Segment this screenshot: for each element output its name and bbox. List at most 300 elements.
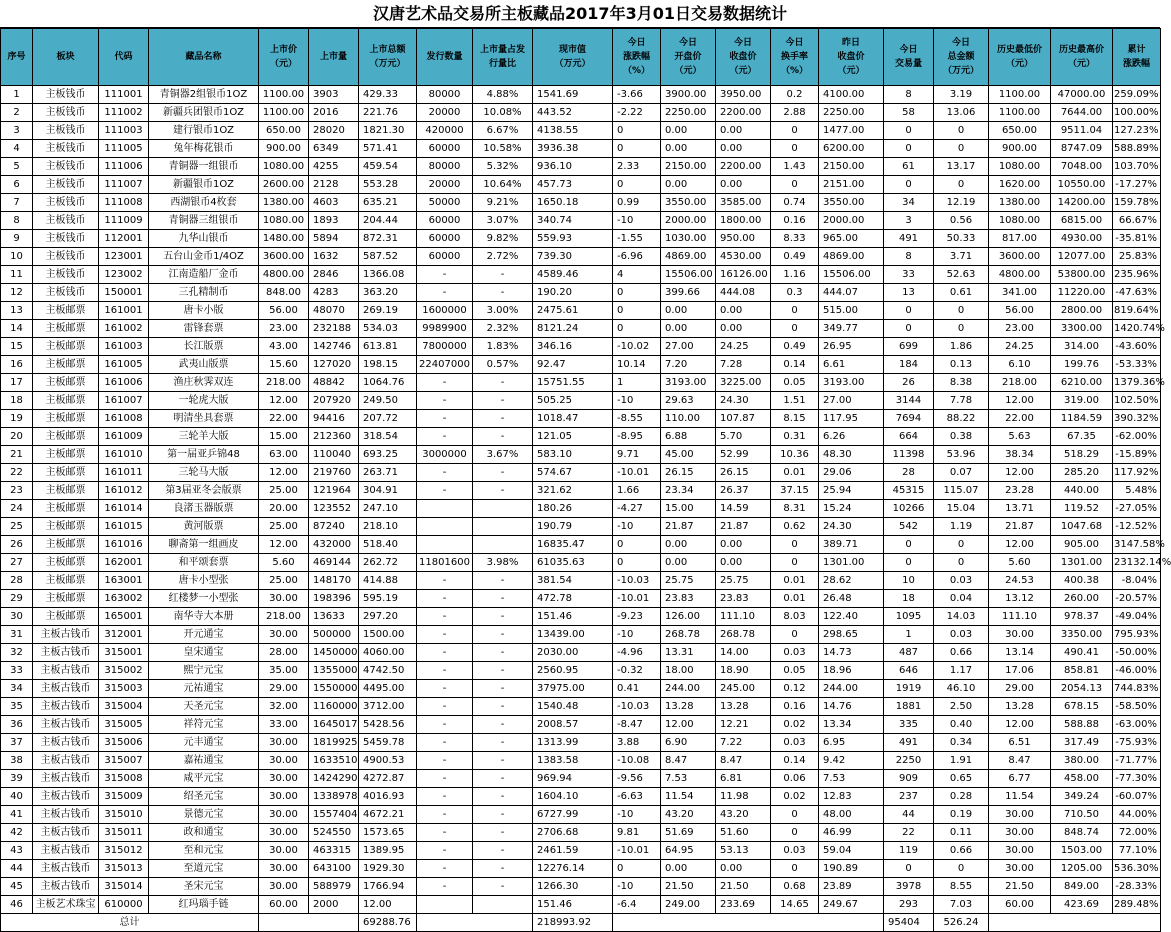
table-cell: 主板邮票 — [33, 482, 99, 500]
table-cell: 41 — [1, 806, 33, 824]
page-title: 汉唐艺术品交易所主板藏品2017年3月01日交易数据统计 — [0, 0, 1160, 28]
table-cell: 12.21 — [716, 716, 771, 734]
table-cell: 46 — [1, 896, 33, 914]
table-cell: 8 — [1, 212, 33, 230]
table-cell: 319.00 — [1051, 392, 1113, 410]
table-cell — [417, 896, 473, 914]
table-cell: 94416 — [309, 410, 359, 428]
table-cell: 7.20 — [661, 356, 716, 374]
table-cell: 25.00 — [259, 572, 309, 590]
table-cell: 30.00 — [989, 860, 1051, 878]
table-cell: 1573.65 — [359, 824, 417, 842]
table-cell: 1080.00 — [989, 158, 1051, 176]
table-cell: 26.48 — [819, 590, 884, 608]
table-cell: 1650.18 — [533, 194, 613, 212]
table-cell: 绍圣元宝 — [149, 788, 259, 806]
table-cell: 12.00 — [989, 716, 1051, 734]
table-cell: 67.35 — [1051, 428, 1113, 446]
table-cell: 1.91 — [934, 752, 989, 770]
table-cell: 15 — [1, 338, 33, 356]
table-cell: 主板古钱币 — [33, 680, 99, 698]
table-cell: 1100.00 — [989, 86, 1051, 104]
table-cell: 3193.00 — [661, 374, 716, 392]
table-cell: 45 — [1, 878, 33, 896]
table-cell: 10266 — [884, 500, 934, 518]
table-cell: 11.54 — [989, 788, 1051, 806]
table-cell: 0.49 — [771, 248, 819, 266]
table-cell: -10 — [613, 212, 661, 230]
table-cell: 主板古钱币 — [33, 698, 99, 716]
table-cell: 111007 — [99, 176, 149, 194]
table-cell: 180.26 — [533, 500, 613, 518]
table-cell: -9.23 — [613, 608, 661, 626]
table-cell: 2150.00 — [819, 158, 884, 176]
table-cell: 161015 — [99, 518, 149, 536]
table-cell: 0 — [934, 536, 989, 554]
table-cell: 518.40 — [359, 536, 417, 554]
table-cell: - — [473, 734, 533, 752]
table-cell: 0.00 — [661, 122, 716, 140]
table-cell: 主板古钱币 — [33, 716, 99, 734]
table-cell: 111005 — [99, 140, 149, 158]
table-cell: 1047.68 — [1051, 518, 1113, 536]
table-cell: 123002 — [99, 266, 149, 284]
total-amount: 526.24 — [934, 914, 989, 932]
table-cell: 主板钱币 — [33, 140, 99, 158]
table-cell: 青铜器2组银币1OZ — [149, 86, 259, 104]
table-cell: 3 — [1, 122, 33, 140]
table-cell: 21.50 — [716, 878, 771, 896]
table-cell: 28020 — [309, 122, 359, 140]
table-cell: -1.55 — [613, 230, 661, 248]
table-cell: 268.78 — [661, 626, 716, 644]
table-cell: 新疆银币1OZ — [149, 176, 259, 194]
table-cell: 9 — [1, 230, 33, 248]
table-cell: 444.07 — [819, 284, 884, 302]
table-cell: 420000 — [417, 122, 473, 140]
table-cell: 0 — [613, 122, 661, 140]
table-cell: 161002 — [99, 320, 149, 338]
table-cell: 46.99 — [819, 824, 884, 842]
table-cell: 553.28 — [359, 176, 417, 194]
table-cell: 3550.00 — [819, 194, 884, 212]
table-cell: 1477.00 — [819, 122, 884, 140]
table-cell: 0.00 — [661, 302, 716, 320]
table-cell: 46.10 — [934, 680, 989, 698]
table-cell: 249.50 — [359, 392, 417, 410]
table-cell: 0 — [884, 176, 934, 194]
table-cell: 58 — [884, 104, 934, 122]
table-cell: 主板邮票 — [33, 302, 99, 320]
table-cell: 218.00 — [989, 374, 1051, 392]
table-cell: 244.00 — [661, 680, 716, 698]
table-cell: 111002 — [99, 104, 149, 122]
table-cell: 233.69 — [716, 896, 771, 914]
column-header: 今日 换手率 （%） — [771, 29, 819, 86]
table-cell: 212360 — [309, 428, 359, 446]
table-cell: 142746 — [309, 338, 359, 356]
table-cell: -2.22 — [613, 104, 661, 122]
table-cell: 4060.00 — [359, 644, 417, 662]
table-cell: 414.88 — [359, 572, 417, 590]
table-cell: 15.04 — [934, 500, 989, 518]
table-cell: 260.00 — [1051, 590, 1113, 608]
table-cell: 1633510 — [309, 752, 359, 770]
table-cell: 218.00 — [259, 374, 309, 392]
table-cell: 26.37 — [716, 482, 771, 500]
table-cell: 1645017 — [309, 716, 359, 734]
table-cell: 27.00 — [819, 392, 884, 410]
table-cell: 335 — [884, 716, 934, 734]
table-cell: 21.87 — [661, 518, 716, 536]
table-cell: 59.04 — [819, 842, 884, 860]
table-cell: 0.49 — [771, 338, 819, 356]
table-cell: 349.77 — [819, 320, 884, 338]
table-cell: 28 — [1, 572, 33, 590]
table-cell: 48.30 — [819, 446, 884, 464]
table-cell: 12077.00 — [1051, 248, 1113, 266]
table-cell: 1095 — [884, 608, 934, 626]
table-cell: 381.54 — [533, 572, 613, 590]
table-cell: - — [473, 806, 533, 824]
column-header: 藏品名称 — [149, 29, 259, 86]
table-cell: 0.00 — [716, 536, 771, 554]
table-cell: 3144 — [884, 392, 934, 410]
table-cell: 8.03 — [771, 608, 819, 626]
table-cell: 1100.00 — [259, 104, 309, 122]
table-cell: -15.89% — [1113, 446, 1161, 464]
table-cell: 1919 — [884, 680, 934, 698]
table-cell: 6815.00 — [1051, 212, 1113, 230]
table-cell: 0.00 — [661, 176, 716, 194]
table-cell: 4930.00 — [1051, 230, 1113, 248]
table-cell: 主板古钱币 — [33, 788, 99, 806]
table-cell: 56.00 — [259, 302, 309, 320]
table-cell: 3300.00 — [1051, 320, 1113, 338]
table-cell: - — [417, 716, 473, 734]
table-cell: 0.05 — [771, 374, 819, 392]
table-cell: 4016.93 — [359, 788, 417, 806]
table-cell: 33 — [884, 266, 934, 284]
table-cell: 43.20 — [661, 806, 716, 824]
table-cell: 389.71 — [819, 536, 884, 554]
table-cell: 38 — [1, 752, 33, 770]
table-cell: 161007 — [99, 392, 149, 410]
table-cell: 5459.78 — [359, 734, 417, 752]
table-cell: 150001 — [99, 284, 149, 302]
table-cell: 祥符元宝 — [149, 716, 259, 734]
table-cell: 247.10 — [359, 500, 417, 518]
table-cell: 0.07 — [934, 464, 989, 482]
table-cell: 1064.76 — [359, 374, 417, 392]
table-cell: 主板古钱币 — [33, 842, 99, 860]
table-cell: -35.81% — [1113, 230, 1161, 248]
table-cell: 2 — [1, 104, 33, 122]
table-cell: 51.60 — [716, 824, 771, 842]
table-cell: 3936.38 — [533, 140, 613, 158]
table-cell: 0.02 — [771, 788, 819, 806]
table-cell: 0 — [613, 176, 661, 194]
table-row — [1, 716, 1161, 734]
table-cell: 1821.30 — [359, 122, 417, 140]
table-cell: 29 — [1, 590, 33, 608]
table-cell: 24.30 — [819, 518, 884, 536]
table-row — [1, 752, 1161, 770]
table-cell: 5428.56 — [359, 716, 417, 734]
table-cell: 2.33 — [613, 158, 661, 176]
table-cell: 472.78 — [533, 590, 613, 608]
table-cell: 6.61 — [819, 356, 884, 374]
table-cell: 19 — [1, 410, 33, 428]
table-cell: 30.00 — [259, 770, 309, 788]
table-cell: 2151.00 — [819, 176, 884, 194]
table-cell: 13.31 — [661, 644, 716, 662]
table-cell: 3.19 — [934, 86, 989, 104]
table-cell: - — [473, 392, 533, 410]
table-cell: 8.55 — [934, 878, 989, 896]
table-cell: 11801600 — [417, 554, 473, 572]
table-cell: - — [473, 842, 533, 860]
table-cell: 30.00 — [989, 824, 1051, 842]
table-cell: 1.43 — [771, 158, 819, 176]
table-cell: 三孔精制币 — [149, 284, 259, 302]
table-cell: 0.61 — [934, 284, 989, 302]
table-cell: 380.00 — [1051, 752, 1113, 770]
table-cell: 0.56 — [934, 212, 989, 230]
table-cell: 111003 — [99, 122, 149, 140]
table-cell: -58.50% — [1113, 698, 1161, 716]
table-cell: 2.88 — [771, 104, 819, 122]
table-cell: 936.10 — [533, 158, 613, 176]
table-cell: 315014 — [99, 878, 149, 896]
table-cell: 8.38 — [934, 374, 989, 392]
table-cell: 643100 — [309, 860, 359, 878]
table-cell: 1.86 — [934, 338, 989, 356]
table-cell: 4283 — [309, 284, 359, 302]
table-cell: 0 — [934, 302, 989, 320]
table-cell: 25.94 — [819, 482, 884, 500]
table-cell: 588979 — [309, 878, 359, 896]
table-cell: 0.14 — [771, 752, 819, 770]
table-cell: 574.67 — [533, 464, 613, 482]
table-cell: 429.33 — [359, 86, 417, 104]
table-cell: 武夷山版票 — [149, 356, 259, 374]
table-cell: 1620.00 — [989, 176, 1051, 194]
table-cell: 0.00 — [716, 320, 771, 338]
table-cell: 黄河版票 — [149, 518, 259, 536]
column-header: 上市价 （元） — [259, 29, 309, 86]
table-cell: 25.83% — [1113, 248, 1161, 266]
table-cell: - — [473, 770, 533, 788]
table-cell: 24.25 — [716, 338, 771, 356]
table-cell: 43.20 — [716, 806, 771, 824]
table-row — [1, 374, 1161, 392]
table-cell: 0.31 — [771, 428, 819, 446]
table-cell: 主板邮票 — [33, 464, 99, 482]
table-cell: 21.87 — [716, 518, 771, 536]
table-cell: 主板钱币 — [33, 122, 99, 140]
table-cell: 1.16 — [771, 266, 819, 284]
table-cell: 559.93 — [533, 230, 613, 248]
table-cell: 23.83 — [716, 590, 771, 608]
table-cell: 0.01 — [771, 590, 819, 608]
table-cell — [613, 914, 884, 932]
table-cell: 588.89% — [1113, 140, 1161, 158]
table-cell: 18 — [884, 590, 934, 608]
table-cell: 0.74 — [771, 194, 819, 212]
table-row — [1, 734, 1161, 752]
table-cell: 163001 — [99, 572, 149, 590]
table-cell: -10 — [613, 626, 661, 644]
table-cell: 0.13 — [934, 356, 989, 374]
table-row — [1, 194, 1161, 212]
trading-data-table — [0, 28, 1171, 932]
table-cell: 315003 — [99, 680, 149, 698]
table-cell: 五台山金币1/4OZ — [149, 248, 259, 266]
table-cell: 12.00 — [259, 464, 309, 482]
table-cell: 渔庄秋霁双连 — [149, 374, 259, 392]
table-cell: 主板钱币 — [33, 212, 99, 230]
table-cell: 53.13 — [716, 842, 771, 860]
table-cell — [989, 914, 1161, 932]
table-cell: 主板邮票 — [33, 392, 99, 410]
table-cell: 3900.00 — [661, 86, 716, 104]
table-row — [1, 428, 1161, 446]
table-row — [1, 824, 1161, 842]
table-cell: 13.17 — [934, 158, 989, 176]
table-cell: 399.66 — [661, 284, 716, 302]
table-cell: 12.83 — [819, 788, 884, 806]
table-cell: 24.25 — [989, 338, 1051, 356]
table-cell: 595.19 — [359, 590, 417, 608]
table-cell: 31 — [1, 626, 33, 644]
table-row — [1, 590, 1161, 608]
table-cell: 25.00 — [259, 482, 309, 500]
table-cell: 景德元宝 — [149, 806, 259, 824]
table-cell: 0 — [771, 824, 819, 842]
table-cell: 518.29 — [1051, 446, 1113, 464]
table-cell: 950.00 — [716, 230, 771, 248]
table-row — [1, 518, 1161, 536]
table-cell: - — [417, 698, 473, 716]
table-cell: 主板邮票 — [33, 518, 99, 536]
table-row — [1, 860, 1161, 878]
table-cell: 8.33 — [771, 230, 819, 248]
table-cell: 27.00 — [661, 338, 716, 356]
table-cell: 1100.00 — [989, 104, 1051, 122]
table-cell: 主板古钱币 — [33, 878, 99, 896]
table-cell: -77.30% — [1113, 770, 1161, 788]
table-cell: 349.24 — [1051, 788, 1113, 806]
table-cell: 423.69 — [1051, 896, 1113, 914]
total-market-value: 218993.92 — [533, 914, 613, 932]
table-cell: 1389.95 — [359, 842, 417, 860]
table-cell: 60000 — [417, 230, 473, 248]
table-cell: 2000 — [309, 896, 359, 914]
table-cell: 1929.30 — [359, 860, 417, 878]
table-cell: 南华寺大本册 — [149, 608, 259, 626]
table-cell: 青铜器一组银币 — [149, 158, 259, 176]
table-cell: 900.00 — [259, 140, 309, 158]
table-cell: 6.88 — [661, 428, 716, 446]
table-cell: 400.38 — [1051, 572, 1113, 590]
table-cell: 14.76 — [819, 698, 884, 716]
table-cell: 0 — [771, 626, 819, 644]
table-cell: 199.76 — [1051, 356, 1113, 374]
table-cell: -27.05% — [1113, 500, 1161, 518]
table-cell: 4869.00 — [819, 248, 884, 266]
table-cell: 7048.00 — [1051, 158, 1113, 176]
table-cell — [473, 500, 533, 518]
table-cell: - — [417, 626, 473, 644]
table-cell: 190.20 — [533, 284, 613, 302]
table-cell: 315013 — [99, 860, 149, 878]
table-cell: 0.00 — [716, 176, 771, 194]
table-cell: 1604.10 — [533, 788, 613, 806]
column-header: 今日 涨跌幅 （%） — [613, 29, 661, 86]
table-cell: 849.00 — [1051, 878, 1113, 896]
table-cell: 0.00 — [661, 140, 716, 158]
column-header: 昨日 收盘价 （元） — [819, 29, 884, 86]
table-cell: 21.87 — [989, 518, 1051, 536]
table-cell: 7.53 — [661, 770, 716, 788]
table-cell: 60.00 — [259, 896, 309, 914]
table-cell: 元丰通宝 — [149, 734, 259, 752]
table-cell: - — [473, 608, 533, 626]
table-cell: 11220.00 — [1051, 284, 1113, 302]
table-cell: 0 — [934, 122, 989, 140]
table-cell: 23132.14% — [1113, 554, 1161, 572]
table-cell: 主板邮票 — [33, 590, 99, 608]
table-cell: 4255 — [309, 158, 359, 176]
table-cell: 23.34 — [661, 482, 716, 500]
table-row — [1, 266, 1161, 284]
table-cell: 289.48% — [1113, 896, 1161, 914]
table-cell: 24.53 — [989, 572, 1051, 590]
table-cell: 5.70 — [716, 428, 771, 446]
table-cell: 13.28 — [716, 698, 771, 716]
table-row — [1, 842, 1161, 860]
table-cell: 6.90 — [661, 734, 716, 752]
table-cell: 315004 — [99, 698, 149, 716]
table-cell: 249.00 — [661, 896, 716, 914]
table-cell: 151.46 — [533, 608, 613, 626]
table-cell: 6.67% — [473, 122, 533, 140]
table-cell: - — [417, 266, 473, 284]
table-cell: - — [473, 374, 533, 392]
table-cell — [473, 896, 533, 914]
table-cell: 4900.53 — [359, 752, 417, 770]
table-cell: 27 — [1, 554, 33, 572]
table-cell: 1301.00 — [1051, 554, 1113, 572]
table-cell: 21.50 — [989, 878, 1051, 896]
table-cell: 0.12 — [771, 680, 819, 698]
table-cell: -10.03 — [613, 698, 661, 716]
table-cell: 457.73 — [533, 176, 613, 194]
table-cell: 37.15 — [771, 482, 819, 500]
table-cell: 8.31 — [771, 500, 819, 518]
column-header: 上市总额 （万元） — [359, 29, 417, 86]
table-cell: 主板邮票 — [33, 572, 99, 590]
table-cell: 新疆兵团银币1OZ — [149, 104, 259, 122]
table-cell: 3147.58% — [1113, 536, 1161, 554]
table-cell: 100.00% — [1113, 104, 1161, 122]
table-cell: 459.54 — [359, 158, 417, 176]
table-cell: - — [417, 860, 473, 878]
table-cell: 0.00 — [716, 122, 771, 140]
table-cell: - — [417, 590, 473, 608]
table-cell: 235.96% — [1113, 266, 1161, 284]
